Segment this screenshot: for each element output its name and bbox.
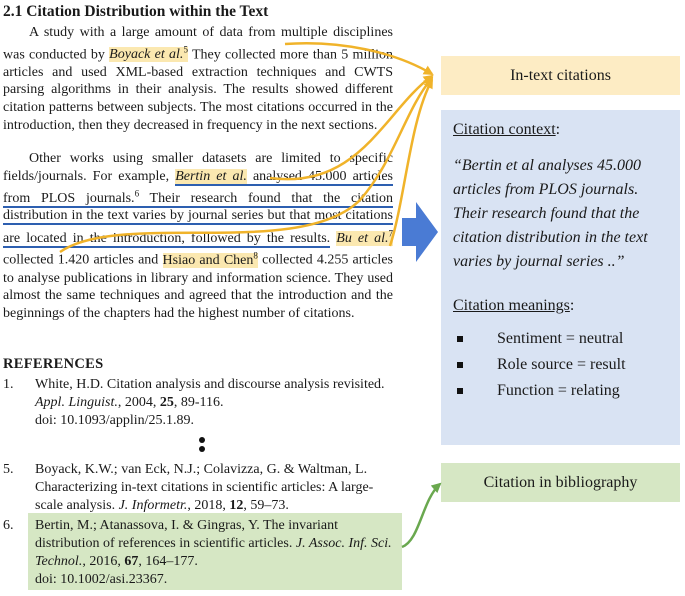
reference-volume: 12 xyxy=(229,498,244,513)
context-text-1: analysed 45.000 articles from PLOS journals. xyxy=(3,168,393,206)
para1-text-2: They collected more than 5 million articles and used XML-based extraction techniques and CWTS parsing algorithms in their analysis. The results showed different citation patterns between subjects. The most citations occurred in the introduction, then they decreased in frequency in the next sections. xyxy=(3,47,394,133)
para2-text-3: collected 1.420 articles and xyxy=(3,252,163,268)
citation-bu-sup: 7 xyxy=(388,228,394,239)
reference-number: 1. xyxy=(3,377,14,392)
citation-bu: Bu et al.$^7$ xyxy=(336,228,394,246)
in-text-citations-box: In-text citations xyxy=(441,56,680,95)
citation-boyack-sup: 5 xyxy=(183,44,188,55)
arrow-curved-yellow-icon xyxy=(285,43,432,74)
meaning-item: Role source = result xyxy=(453,352,668,378)
citation-context-heading: Citation context: xyxy=(453,121,561,138)
reference-number: 5. xyxy=(3,462,14,477)
reference-body: White, H.D. Citation analysis and discourse analysis revisited. Appl. Linguist., 2004, 25, 89-116. doi: 10.1093/applin/25.1.89. xyxy=(35,376,395,430)
reference-journal: J. Informetr. xyxy=(118,498,188,513)
reference-volume: 67 xyxy=(124,554,139,569)
arrow-curved-green-icon xyxy=(402,484,440,547)
citation-context-quote: “Bertin et al analyses 45.000 articles from PLOS journals. Their research found that the citation distribution in the text varies by journal series ..” xyxy=(453,157,648,270)
reference-volume: 25 xyxy=(159,395,174,410)
reference-doi: doi: 10.1093/applin/25.1.89. xyxy=(35,413,195,428)
citation-bertin: Bertin et al. xyxy=(175,168,247,184)
arrow-curved-yellow-icon xyxy=(60,78,432,252)
reference-number: 6. xyxy=(3,518,14,533)
meaning-item: Function = relating xyxy=(453,378,668,404)
citation-hsiao-sup: 8 xyxy=(253,250,258,261)
citation-meanings-heading: Citation meanings: xyxy=(453,297,575,314)
reference-doi: doi: 10.1002/asi.23367. xyxy=(35,572,168,587)
reference-journal: Appl. Linguist. xyxy=(35,395,118,410)
citation-in-bibliography-box: Citation in bibliography xyxy=(441,463,680,502)
arrow-block-blue-icon xyxy=(402,202,438,262)
reference-body: Boyack, K.W.; van Eck, N.J.; Colavizza, G. & Waltman, L. Characterizing in-text citations in scientific articles: A large-scale analysis. J. Informetr., 2018, 12, 59–73. xyxy=(35,462,374,513)
citation-bertin-sup: 6 xyxy=(134,188,140,199)
references-title: REFERENCES xyxy=(3,356,104,372)
meaning-item: Sentiment = neutral xyxy=(453,326,668,352)
reference-body: Bertin, M.; Atanassova, I. & Gingras, Y. The invariant distribution of references in scientific articles. J. Assoc. Inf. Sci. Technol., 2016, 67, 164–177. doi: 10.1002/asi.23367. xyxy=(35,517,395,589)
para1-text-1: A study with a large amount of data from multiple disciplines was conducted by xyxy=(3,25,393,63)
para2-text-4: collected 4.255 articles to analyse publications in library and information science. They used almost the same techniques and agreed that the introduction and the beginnings of the chapters had the highest number of citations. xyxy=(3,252,393,321)
citation-hsiao: Hsiao and Chen$^8$ xyxy=(162,250,258,268)
para2-text-1: Other works using smaller datasets are limited to specific fields/journals. For example, xyxy=(3,151,393,184)
citation-meanings-label: Citation meanings xyxy=(453,297,570,314)
section-heading: 2.1 Citation Distribution within the Text xyxy=(3,3,269,20)
reference-journal: J. Assoc. Inf. Sci. Technol. xyxy=(35,536,392,569)
citation-context-label: Citation context xyxy=(453,121,556,138)
citation-boyack: Boyack et al.$^5$ xyxy=(109,44,188,63)
context-text-2: Their research found that the citation distribution in the text varies by journal series but that most citations are located in the introduction, followed by the results. xyxy=(3,190,393,246)
